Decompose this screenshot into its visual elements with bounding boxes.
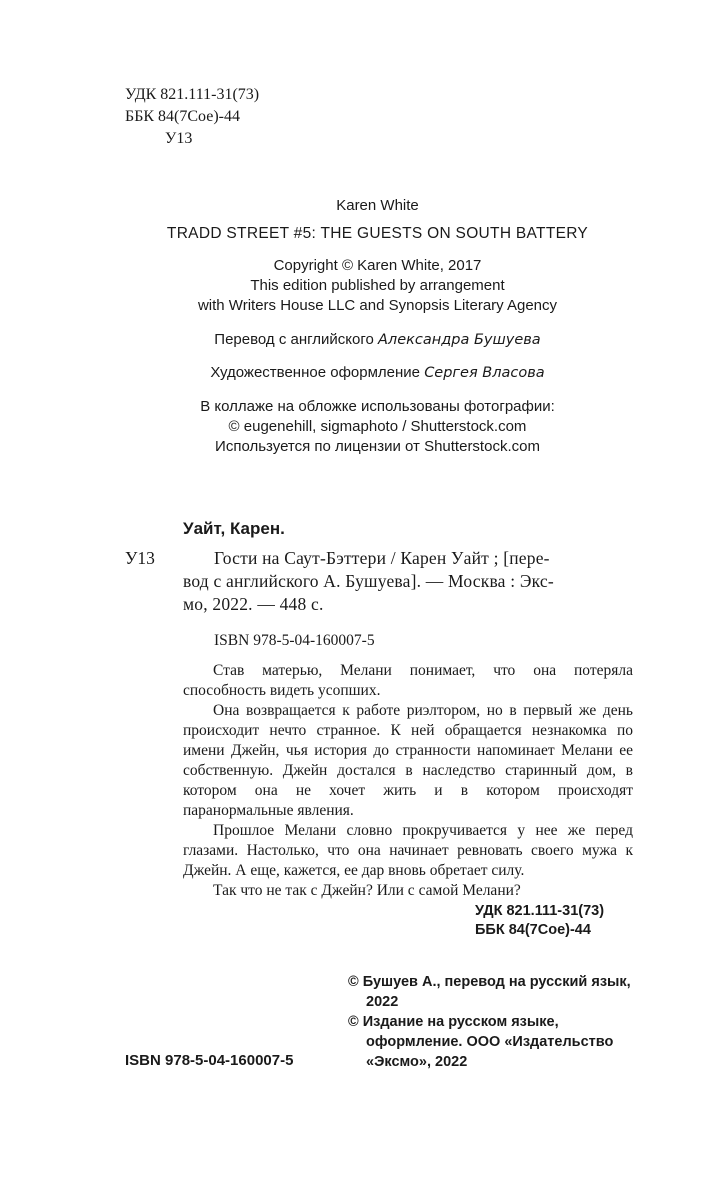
photo-credit-1: В коллаже на обложке использованы фотографии: <box>200 398 555 415</box>
udk-code: УДК 821.111-31(73) <box>125 86 260 103</box>
copyright-edition-line-3: «Эксмо», 2022 <box>366 1054 468 1070</box>
author-mark: У13 <box>165 130 193 147</box>
copyright-translation: © Бушуев А., перевод на русский язык, <box>348 974 631 990</box>
copyright-edition-line-2: оформление. ООО «Издательство <box>366 1034 614 1050</box>
annotation-paragraph: Прошлое Мелани словно прокручивается у нее же перед глазами. Настолько, что она начинает ревновать своего мужа к Джейн. А еще, кажется, ее дар вновь обретает силу. <box>183 822 633 879</box>
original-title: TRADD STREET #5: THE GUESTS ON SOUTH BATTERY <box>166 225 589 242</box>
biblio-isbn: ISBN 978-5-04-160007-5 <box>214 632 375 649</box>
edition-line-1: This edition published by arrangement <box>250 277 505 294</box>
annotation <box>183 661 633 901</box>
bottom-isbn: ISBN 978-5-04-160007-5 <box>125 1052 294 1069</box>
photo-credit-2: © eugenehill, sigmaphoto / Shutterstock.com <box>228 418 527 435</box>
annotation-paragraph: Так что не так с Джейн? Или с самой Мелани? <box>213 882 521 899</box>
biblio-line-1: Гости на Саут-Бэттери / Карен Уайт ; [пере- <box>214 548 550 568</box>
classification-block <box>125 84 259 150</box>
biblio-line-3: мо, 2022. — 448 с. <box>183 594 324 614</box>
bbk-code: ББК 84(7Сое)-44 <box>125 108 240 125</box>
annotation-paragraph: Она возвращается к работе риэлтором, но в первый же день происходит нечто странное. К ней обращается незнакомка по имени Джейн, чья история до странности напоминает Мелани ее собственную. Джейн достался в наследство старинный дом, в котором она не хочет жить и в котором происходят паранормальные явления. <box>183 702 633 819</box>
annotation-paragraph: Став матерью, Мелани понимает, что она потеряла способность видеть усопших. <box>183 662 633 699</box>
copyright-translation-year: 2022 <box>366 994 399 1010</box>
bottom-udk: УДК 821.111-31(73) <box>475 903 605 919</box>
original-author: Karen White <box>336 197 419 214</box>
copyright-edition: © Издание на русском языке, <box>348 1014 559 1030</box>
designer-name: Сергея Власова <box>424 365 545 381</box>
biblio-mark: У13 <box>125 548 155 568</box>
biblio-heading: Уайт, Карен. <box>183 519 285 538</box>
bottom-bbk: ББК 84(7Сое)-44 <box>475 922 591 938</box>
photo-credit-3: Используется по лицензии от Shutterstock.com <box>215 438 540 455</box>
design-label: Художественное оформление <box>210 364 421 381</box>
edition-line-2: with Writers House LLC and Synopsis Literary Agency <box>197 297 558 314</box>
translation-credit <box>0 331 715 348</box>
biblio-line-2: вод с английского А. Бушуева]. — Москва : Экс- <box>183 571 554 591</box>
translation-label: Перевод с английского <box>214 331 374 348</box>
design-credit <box>0 364 715 381</box>
russian-copyright <box>348 972 631 1072</box>
translator-name: Александра Бушуева <box>378 332 541 348</box>
copyright-line: Copyright © Karen White, 2017 <box>273 257 482 274</box>
